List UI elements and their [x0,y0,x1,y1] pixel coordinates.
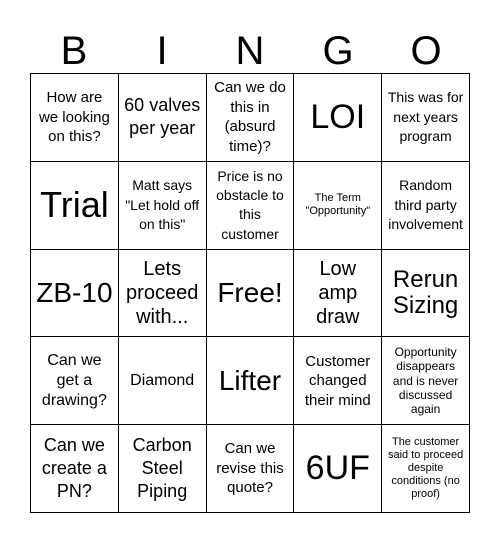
cell-text: Customer changed their mind [304,352,371,409]
bingo-cell-r5-c1[interactable] [31,425,119,513]
cell-text: 6UF [305,448,370,487]
header-letter-n: N [235,29,265,73]
cell-text: ZB-10 [36,277,113,309]
header-letter-i: I [156,29,168,73]
cell-text: Lets proceed with... [126,257,199,328]
bingo-cell-r5-c4[interactable] [294,425,382,513]
bingo-cell-r5-c5[interactable] [382,425,470,513]
header-letter-o: O [410,29,442,73]
cell-text: Trial [40,184,109,226]
header-letter-b: B [60,29,88,73]
cell-text: 60 valves per year [124,95,201,139]
cell-text: LOI [310,97,366,136]
bingo-cell-r4-c1[interactable] [31,337,119,425]
bingo-card [30,73,470,513]
bingo-cell-r2-c3[interactable] [207,162,295,250]
bingo-cell-r1-c3[interactable] [207,74,295,162]
bingo-header [30,28,470,74]
cell-text: Price is no obstacle to this customer [216,167,284,242]
bingo-cell-r1-c4[interactable] [294,74,382,162]
bingo-cell-r3-c5[interactable] [382,250,470,338]
bingo-cell-r1-c5[interactable] [382,74,470,162]
bingo-cell-r3-c4[interactable] [294,250,382,338]
bingo-cell-r1-c2[interactable] [119,74,207,162]
bingo-cell-r5-c3[interactable] [207,425,295,513]
cell-text: Can we do this in (absurd time)? [214,79,286,155]
bingo-cell-r2-c2[interactable] [119,162,207,250]
cell-text: Matt says "Let hold off on this" [125,177,200,232]
cell-text: Low amp draw [316,257,360,328]
bingo-cell-r3-c1[interactable] [31,250,119,338]
bingo-cell-r4-c4[interactable] [294,337,382,425]
bingo-cell-r2-c5[interactable] [382,162,470,250]
bingo-cell-r2-c1[interactable] [31,162,119,250]
cell-text: Can we create a PN? [41,434,107,502]
bingo-cell-r1-c1[interactable] [31,74,119,162]
cell-text: Can we get a drawing? [41,351,107,409]
bingo-cell-r3-c2[interactable] [119,250,207,338]
cell-text: Free! [217,277,283,309]
bingo-cell-r4-c2[interactable] [119,337,207,425]
bingo-cell-r4-c5[interactable] [382,337,470,425]
bingo-cell-r4-c3[interactable] [207,337,295,425]
bingo-cell-r2-c4[interactable] [294,162,382,250]
cell-text: The Term "Opportunity" [305,192,371,218]
cell-text: Lifter [218,365,282,397]
bingo-cell-r5-c2[interactable] [119,425,207,513]
bingo-cell-r3-c3[interactable] [207,250,295,338]
cell-text: How are we looking on this? [38,89,110,146]
cell-text: Rerun Sizing [392,265,459,319]
cell-text: Diamond [130,371,195,389]
cell-text: The customer said to proceed despite conditions (no proof) [387,435,464,501]
cell-text: Random third party involvement [388,177,463,232]
cell-text: This was for next years program [387,89,464,145]
cell-text: Carbon Steel Piping [132,434,192,502]
cell-text: Opportunity disappears and is never discussed again [392,344,459,417]
header-letter-g: G [322,29,354,73]
cell-text: Can we revise this quote? [216,440,284,497]
